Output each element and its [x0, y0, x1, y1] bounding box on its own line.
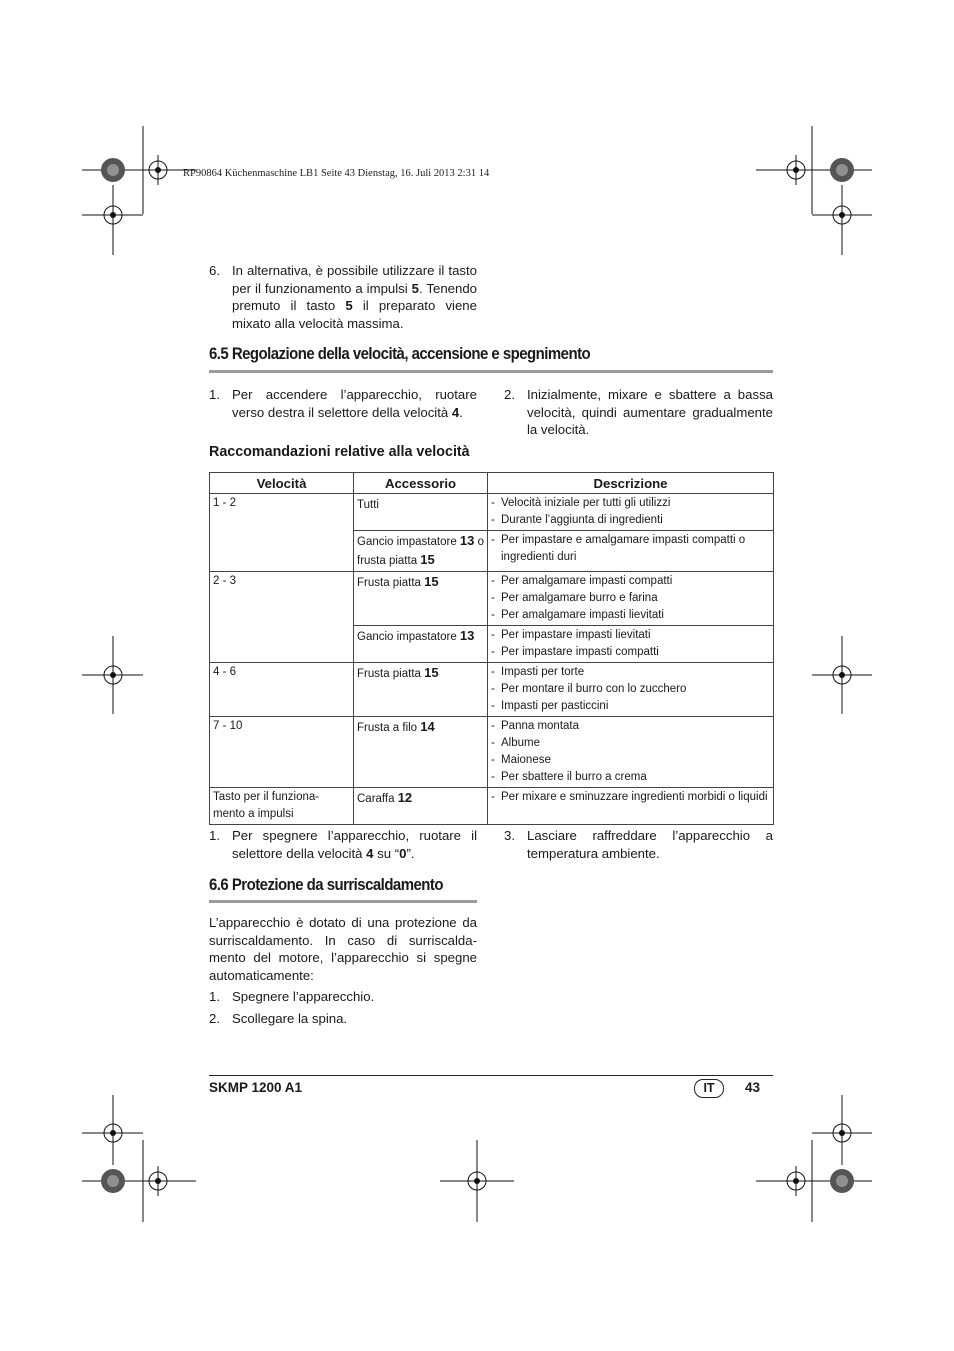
accessory-cell: Frusta a filo 14: [354, 717, 488, 788]
description-item: - Per impastare impasti compatti: [491, 646, 659, 658]
step-text: Lasciare raffreddare l’apparecchio a temperatura ambiente.: [527, 828, 773, 861]
column-header-speed: Velocità: [210, 473, 354, 494]
speed-cell: 2 - 3: [210, 572, 354, 663]
accessory-cell: Caraffa 12: [354, 788, 488, 825]
description-cell: [488, 531, 774, 572]
step-number: 2.: [209, 1011, 220, 1026]
table-row: [210, 494, 774, 531]
step-number: 3.: [504, 828, 515, 843]
description-item: - Per impastare impasti lievitati: [491, 629, 651, 641]
description-cell: [488, 717, 774, 788]
description-item: - Impasti per pasticcini: [491, 700, 609, 712]
footer-rule: [209, 1075, 773, 1076]
accessory-cell: Gancio impastatore 13: [354, 626, 488, 663]
power-off-step-1: 1. Per spegnere l’apparecchio, ruotare il selettore della velocità 4 su “0”.: [209, 828, 477, 861]
overheat-step-1: [209, 988, 477, 1006]
print-slug: RP90864 Küchenmaschine LB1 Seite 43 Dienstag, 16. Juli 2013 2:31 14: [183, 168, 490, 179]
description-item: - Per sbattere il burro a crema: [491, 771, 647, 783]
section-heading-6-6: 6.6 Protezione da surriscaldamento: [209, 875, 443, 894]
model-number: SKMP 1200 A1: [209, 1080, 303, 1095]
step-number: 6.: [209, 263, 220, 278]
description-item: - Per amalgamare burro e farina: [491, 592, 658, 604]
description-item: - Per impastare e amalgamare impasti compatti o ingredienti duri: [491, 534, 746, 563]
heading-rule: [209, 900, 477, 903]
speed-cell: 7 - 10: [210, 717, 354, 788]
description-item: - Velocità iniziale per tutti gli utilizzi: [491, 497, 671, 509]
description-item: - Durante l’aggiunta di ingredienti: [491, 514, 663, 526]
description-item: - Per amalgamare impasti compatti: [491, 575, 673, 587]
description-item: - Per mixare e sminuzzare ingredienti morbidi o liquidi: [491, 791, 768, 803]
accessory-cell: Gancio impastatore 13 o frusta piatta 15: [354, 531, 488, 572]
step-number: 1.: [209, 989, 220, 1004]
speed-table: [209, 472, 774, 825]
overheat-intro: L’apparecchio è dotato di una protezione da surriscaldamento. In caso di surriscalda-mento del motore, l’apparecchio si spegne automaticamente:: [209, 915, 477, 983]
speed-cell: Tasto per il funziona-mento a impulsi: [210, 788, 354, 825]
step-6: [209, 262, 477, 332]
description-cell: [488, 572, 774, 626]
accessory-cell: Tutti: [354, 494, 488, 531]
power-off-step-3: [504, 827, 773, 862]
step-text: Scollegare la spina.: [232, 1011, 348, 1026]
accessory-cell: Frusta piatta 15: [354, 663, 488, 717]
accessory-cell: Frusta piatta 15: [354, 572, 488, 626]
step-text: In alternativa, è possibile utilizzare il tasto per il funzionamento a impulsi 5. Tenendo premuto il tasto 5 il preparato viene mixato alla velocità massima.: [232, 263, 478, 331]
description-cell: [488, 788, 774, 825]
table-row: [210, 717, 774, 788]
power-on-step-2: [504, 386, 773, 439]
description-item: - Maionese: [491, 754, 551, 766]
table-row: [210, 788, 774, 825]
step-number: 1.: [209, 828, 220, 843]
step-number: 2.: [504, 387, 515, 402]
speed-recommendations-heading: Raccomandazioni relative alla velocità: [209, 444, 470, 460]
description-item: - Per amalgamare impasti lievitati: [491, 609, 664, 621]
description-item: - Albume: [491, 737, 540, 749]
section-heading-6-5: 6.5 Regolazione della velocità, accensione e spegnimento: [209, 344, 591, 363]
step-text: Inizialmente, mixare e sbattere a bassa velocità, quindi aumentare gradualmente la velocità.: [527, 387, 773, 438]
speed-cell: 1 - 2: [210, 494, 354, 572]
speed-cell: 4 - 6: [210, 663, 354, 717]
page-number: 43: [745, 1080, 761, 1095]
language-badge: IT: [694, 1079, 724, 1098]
heading-rule: [209, 370, 773, 373]
table-row: [210, 663, 774, 717]
description-item: - Panna montata: [491, 720, 580, 732]
power-on-step-1: 1. Per accendere l’apparecchio, ruotare verso destra il selettore della velocità 4.: [209, 387, 477, 420]
description-cell: [488, 626, 774, 663]
overheat-step-2: [209, 1010, 477, 1028]
table-row: [210, 572, 774, 626]
table-header-row: [210, 473, 774, 494]
step-number: 1.: [209, 387, 220, 402]
description-cell: [488, 663, 774, 717]
description-item: - Impasti per torte: [491, 666, 585, 678]
description-cell: [488, 494, 774, 531]
description-item: - Per montare il burro con lo zucchero: [491, 683, 687, 695]
column-header-description: Descrizione: [488, 473, 774, 494]
column-header-accessory: Accessorio: [354, 473, 488, 494]
step-text: Spegnere l’apparecchio.: [232, 989, 375, 1004]
